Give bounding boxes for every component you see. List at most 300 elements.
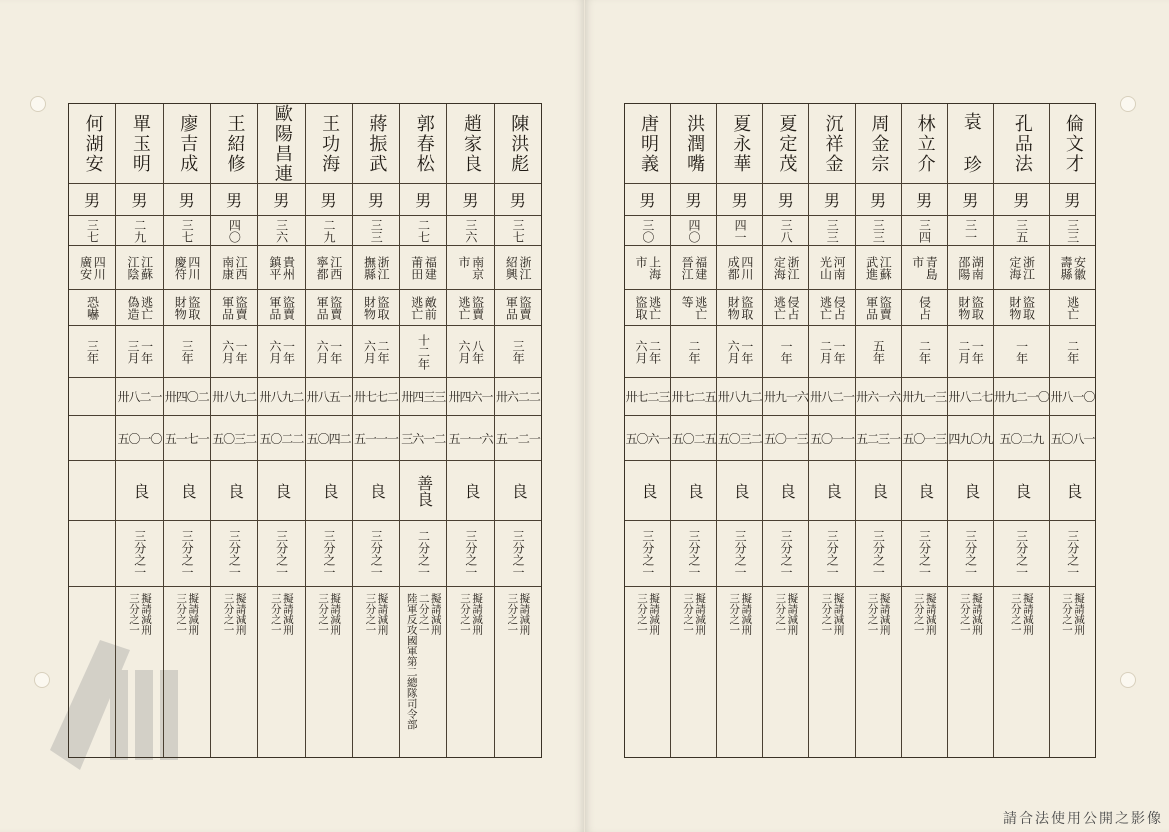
place-cell: [353, 246, 399, 290]
sentence-term-line: 二月: [956, 339, 971, 364]
remark-line: 擬請減刑: [878, 593, 891, 635]
sex-cell: [994, 184, 1049, 216]
table-row: [115, 104, 162, 757]
person-name: 林立介: [914, 113, 936, 174]
sex-value: 男: [320, 191, 337, 210]
sentence-term-line: 三月: [125, 339, 140, 364]
note-cell: [258, 587, 304, 757]
crime-type-line: 財物: [173, 295, 188, 320]
native-place-line: 江蘇: [139, 255, 154, 280]
remark-line: 擬請減刑: [234, 593, 247, 635]
remark-line: 三分之一: [774, 593, 787, 635]
remark-line: 擬請減刑: [187, 593, 200, 635]
age-cell: [994, 216, 1049, 246]
native-place: [410, 256, 436, 280]
date1-cell: [258, 378, 304, 416]
fraction-cell: [902, 521, 947, 587]
table-row: [69, 104, 115, 757]
crime-type-line: 盜取: [186, 295, 201, 320]
sentence-term-line: 一年: [328, 339, 343, 364]
crime-type: [773, 296, 799, 320]
sex-value: 男: [273, 191, 290, 210]
note-cell: [306, 587, 352, 757]
sex-cell: [164, 184, 210, 216]
age-value: 四〇: [227, 218, 242, 243]
crime-type-line: 軍品: [220, 295, 235, 320]
sentence-term: 三年: [511, 339, 526, 364]
native-place-line: 福建: [423, 255, 438, 280]
conduct-cell: [1050, 461, 1095, 521]
fraction-cell: [211, 521, 257, 587]
native-place-line: 河南: [832, 255, 847, 280]
sentence-term: [363, 340, 389, 364]
reduction-fraction: 三分之一: [321, 529, 336, 578]
native-place: [363, 256, 389, 280]
term-cell: [211, 326, 257, 378]
sex-value: 男: [462, 191, 479, 210]
person-name: 何湖安: [82, 113, 104, 174]
remark-line: 三分之一: [222, 593, 235, 635]
sex-value: 男: [84, 191, 101, 210]
reduction-fraction: 三分之一: [180, 529, 195, 578]
crime-type: [1008, 296, 1034, 320]
age-cell: [625, 216, 670, 246]
age-value: 三三: [825, 218, 840, 243]
sex-value: 男: [178, 191, 195, 210]
crime-cell: [258, 290, 304, 326]
native-place-line: 四川: [186, 255, 201, 280]
remark-line: 擬請減刑: [281, 593, 294, 635]
place-cell: [1050, 246, 1095, 290]
name-cell: [353, 104, 399, 184]
remark-line: 三分之一: [459, 593, 472, 635]
sex-cell: [116, 184, 162, 216]
native-place: [865, 256, 891, 280]
date-end: 三六一二: [401, 431, 446, 446]
crime-cell: [994, 290, 1049, 326]
term-cell: [717, 326, 762, 378]
crime-type-line: 侵占: [785, 295, 800, 320]
crime-type: [865, 296, 891, 320]
crime-type-line: 逃亡: [647, 295, 662, 320]
sex-value: 男: [1013, 191, 1030, 210]
punch-hole-icon: [30, 96, 46, 112]
sentence-term: 二年: [686, 339, 701, 364]
crime-cell: [948, 290, 993, 326]
date2-cell: [902, 416, 947, 461]
native-place: [221, 256, 247, 280]
conduct-value: 良: [731, 482, 751, 499]
age-cell: [211, 216, 257, 246]
person-name: 王功海: [319, 113, 341, 174]
person-name: 郭春松: [413, 113, 435, 174]
date1-cell: [625, 378, 670, 416]
crime-cell: [625, 290, 670, 326]
crime-type-line: 偽造: [125, 295, 140, 320]
date1-cell: [164, 378, 210, 416]
remark-line: 擬請減刑: [1021, 593, 1034, 635]
term-cell: [69, 326, 115, 378]
name-cell: [625, 104, 670, 184]
name-cell: [902, 104, 947, 184]
term-cell: [353, 326, 399, 378]
conduct-value: 良: [1012, 482, 1032, 499]
conduct-cell: [447, 461, 493, 521]
age-value: 三七: [511, 218, 526, 243]
remark: [728, 593, 751, 635]
crime-cell: [164, 290, 210, 326]
sentence-term: [221, 340, 247, 364]
conduct-cell: [211, 461, 257, 521]
date-end: 五一二一: [495, 431, 540, 446]
place-cell: [116, 246, 162, 290]
sex-value: 男: [823, 191, 840, 210]
native-place-line: 市: [634, 255, 649, 268]
place-cell: [809, 246, 854, 290]
name-cell: [258, 104, 304, 184]
fraction-cell: [164, 521, 210, 587]
table-row: [947, 104, 993, 757]
date-end: 五〇二五: [671, 431, 716, 446]
remark-line: 三分之一: [317, 593, 330, 635]
note-cell: [353, 587, 399, 757]
crime-type: [681, 296, 707, 320]
date-end: 五一一一: [353, 431, 398, 446]
sex-cell: [353, 184, 399, 216]
date2-cell: [306, 416, 352, 461]
term-cell: [763, 326, 808, 378]
sex-cell: [809, 184, 854, 216]
conduct-cell: [994, 461, 1049, 521]
remark: [774, 593, 797, 635]
date-end: 五〇八一: [1050, 431, 1095, 446]
remark-line: 擬請減刑: [924, 593, 937, 635]
term-cell: [625, 326, 670, 378]
crime-type-line: 盜賣: [234, 295, 249, 320]
place-cell: [948, 246, 993, 290]
sentence-term-line: 六月: [726, 339, 741, 364]
crime-type-line: 盜賣: [878, 295, 893, 320]
conduct-cell: [69, 461, 115, 521]
conduct-cell: [625, 461, 670, 521]
crime-type-line: 盜賣: [328, 295, 343, 320]
date1-cell: [353, 378, 399, 416]
native-place-line: 青島: [924, 255, 939, 280]
native-place-line: 江西: [328, 255, 343, 280]
note-cell: [116, 587, 162, 757]
age-cell: [948, 216, 993, 246]
date-end: 五〇二九: [999, 431, 1044, 446]
sentence-term: 一年: [1014, 339, 1029, 364]
date-end: 五〇六一: [625, 431, 670, 446]
remark-line: 擬請減刑: [970, 593, 983, 635]
note-cell: [717, 587, 762, 757]
date1-cell: [69, 378, 115, 416]
date2-cell: [164, 416, 210, 461]
age-cell: [258, 216, 304, 246]
remark-line: 三分之一: [912, 593, 925, 635]
date-end: 五二三一: [856, 431, 901, 446]
sex-value: 男: [731, 191, 748, 210]
person-name: 夏定茂: [776, 113, 798, 174]
sentence-term: 三年: [85, 339, 100, 364]
native-place-line: 邵陽: [956, 255, 971, 280]
date-start: 卅八一〇: [1050, 390, 1095, 404]
crime-type-line: 財物: [1007, 295, 1022, 320]
crime-type-line: 逃亡: [818, 295, 833, 320]
remark-line: 擬請減刑: [832, 593, 845, 635]
table-row: [901, 104, 947, 757]
native-place-line: 南京: [470, 255, 485, 280]
date2-cell: [1050, 416, 1095, 461]
native-place-line: 武進: [864, 255, 879, 280]
crime-type: [126, 296, 152, 320]
sex-cell: [69, 184, 115, 216]
crime-type-line: 逃亡: [1065, 295, 1080, 320]
crime-cell: [902, 290, 947, 326]
place-cell: [258, 246, 304, 290]
age-value: 三三: [871, 218, 886, 243]
fraction-cell: [495, 521, 541, 587]
table-row: [494, 104, 541, 757]
person-name: 洪潤嘴: [684, 113, 706, 174]
reduction-fraction: 三分之一: [825, 529, 840, 578]
remark-line: 擬請減刑: [740, 593, 753, 635]
sentence-term: 十二年: [416, 333, 431, 370]
conduct-value: 良: [915, 482, 935, 499]
native-place-line: 江陰: [125, 255, 140, 280]
crime-type: [957, 296, 983, 320]
fraction-cell: [353, 521, 399, 587]
reduction-fraction: 三分之一: [640, 529, 655, 578]
age-value: 三三: [369, 218, 384, 243]
age-value: 二七: [416, 218, 431, 243]
remark-line: 三分之一: [127, 593, 140, 635]
sex-cell: [671, 184, 716, 216]
age-cell: [809, 216, 854, 246]
remark-line: 擬請減刑: [518, 593, 531, 635]
date-end: 五〇四二: [306, 431, 351, 446]
term-cell: [400, 326, 446, 378]
sex-value: 男: [962, 191, 979, 210]
age-value: 三七: [180, 218, 195, 243]
sentence-term: [957, 340, 983, 364]
date2-cell: [856, 416, 901, 461]
place-cell: [447, 246, 493, 290]
date1-cell: [717, 378, 762, 416]
remark: [270, 593, 293, 635]
note-cell: [902, 587, 947, 757]
fraction-cell: [69, 521, 115, 587]
date2-cell: [994, 416, 1049, 461]
conduct-value: 良: [823, 482, 843, 499]
remark: [406, 593, 441, 730]
date2-cell: [400, 416, 446, 461]
reduction-fraction: 三分之一: [511, 529, 526, 578]
sentence-term-line: 六月: [267, 339, 282, 364]
crime-type-line: 等: [680, 295, 695, 308]
person-name: 歐陽昌連: [271, 104, 293, 184]
remark: [820, 593, 843, 635]
crime-cell: [856, 290, 901, 326]
punch-hole-icon: [1120, 672, 1136, 688]
remark: [636, 593, 659, 635]
crime-type-line: 侵占: [832, 295, 847, 320]
sentence-term-line: 六月: [220, 339, 235, 364]
age-cell: [902, 216, 947, 246]
left-page: [0, 0, 584, 832]
crime-type-line: 恐嚇: [85, 295, 100, 320]
note-cell: [948, 587, 993, 757]
date-start: 卅七七二: [353, 390, 398, 404]
age-value: 三八: [779, 218, 794, 243]
date-end: 五〇一〇: [117, 431, 162, 446]
sex-value: 男: [916, 191, 933, 210]
sentence-term-line: 一年: [139, 339, 154, 364]
term-cell: [164, 326, 210, 378]
remark-line: 三分之一: [636, 593, 649, 635]
conduct-cell: [258, 461, 304, 521]
fraction-cell: [1050, 521, 1095, 587]
reduction-fraction: 二分之一: [416, 529, 431, 578]
crime-cell: [447, 290, 493, 326]
conduct-value: 良: [638, 482, 658, 499]
date-end: 五〇三二: [212, 431, 257, 446]
native-place: [681, 256, 707, 280]
remark: [913, 593, 936, 635]
age-value: 三四: [917, 218, 932, 243]
crime-cell: [717, 290, 762, 326]
sex-value: 男: [639, 191, 656, 210]
fraction-cell: [809, 521, 854, 587]
remark-line: 二分之一: [417, 593, 430, 635]
sentence-term: [819, 340, 845, 364]
place-cell: [211, 246, 257, 290]
person-name: 沉祥金: [822, 113, 844, 174]
native-place-line: 福建: [693, 255, 708, 280]
sex-value: 男: [1064, 191, 1081, 210]
native-place: [819, 256, 845, 280]
date1-cell: [994, 378, 1049, 416]
sentence-term-line: 一年: [281, 339, 296, 364]
native-place-line: 廣安: [78, 255, 93, 280]
name-cell: [69, 104, 115, 184]
date1-cell: [447, 378, 493, 416]
crime-type: [363, 296, 389, 320]
sex-cell: [948, 184, 993, 216]
sentence-term: 二年: [917, 339, 932, 364]
age-cell: [69, 216, 115, 246]
crime-type-line: 敵前: [423, 295, 438, 320]
sentence-term-line: 六月: [457, 339, 472, 364]
name-cell: [994, 104, 1049, 184]
sentence-term: 一年: [779, 339, 794, 364]
remark: [175, 593, 198, 635]
reduction-fraction: 三分之一: [917, 529, 932, 578]
sentence-term: [316, 340, 342, 364]
sentence-term-line: 一年: [739, 339, 754, 364]
crime-type-line: 逃亡: [772, 295, 787, 320]
remark-line: 擬請減刑: [329, 593, 342, 635]
age-cell: [400, 216, 446, 246]
remark-line: 三分之一: [269, 593, 282, 635]
date-end: 五〇一三: [902, 431, 947, 446]
crime-type-line: 盜取: [1021, 295, 1036, 320]
crime-cell: [495, 290, 541, 326]
person-name: 夏永華: [730, 113, 752, 174]
remark-line: 擬請減刑: [694, 593, 707, 635]
sex-value: 男: [367, 191, 384, 210]
date1-cell: [856, 378, 901, 416]
native-place-line: 成都: [726, 255, 741, 280]
date-start: 卅四三三: [401, 390, 446, 404]
sentence-term: [727, 340, 753, 364]
person-name: 唐明義: [638, 113, 659, 174]
native-place-line: 晉江: [680, 255, 695, 280]
place-cell: [717, 246, 762, 290]
name-cell: [948, 104, 993, 184]
remark-line: 三分之一: [1060, 593, 1073, 635]
fraction-cell: [856, 521, 901, 587]
date1-cell: [902, 378, 947, 416]
conduct-cell: [809, 461, 854, 521]
table-row: [210, 104, 257, 757]
conduct-value: 良: [509, 482, 529, 499]
table-row: [399, 104, 446, 757]
conduct-value: 良: [225, 482, 245, 499]
sex-cell: [447, 184, 493, 216]
table-row: [305, 104, 352, 757]
sex-cell: [625, 184, 670, 216]
crime-type-line: 逃亡: [693, 295, 708, 320]
conduct-cell: [856, 461, 901, 521]
crime-cell: [306, 290, 352, 326]
crime-cell: [671, 290, 716, 326]
remark-line: 三分之一: [175, 593, 188, 635]
age-value: 三六: [274, 218, 289, 243]
date2-cell: [625, 416, 670, 461]
note-cell: [447, 587, 493, 757]
date2-cell: [809, 416, 854, 461]
fraction-cell: [306, 521, 352, 587]
reduction-fraction: 三分之一: [871, 529, 886, 578]
date-start: 卅八二七: [948, 390, 993, 404]
record-table-right: [624, 103, 1096, 758]
sentence-term: [126, 340, 152, 364]
remark-line: 擬請減刑: [139, 593, 152, 635]
age-value: 三三: [1065, 218, 1080, 243]
crime-type: [634, 296, 660, 320]
name-cell: [306, 104, 352, 184]
fraction-cell: [717, 521, 762, 587]
crime-type-line: 盜取: [970, 295, 985, 320]
date2-cell: [353, 416, 399, 461]
note-cell: [211, 587, 257, 757]
person-name: 孔品法: [1011, 113, 1033, 174]
reduction-fraction: 三分之一: [963, 529, 978, 578]
place-cell: [164, 246, 210, 290]
crime-type-line: 軍品: [315, 295, 330, 320]
native-place-line: 浙江: [1021, 255, 1036, 280]
name-cell: [447, 104, 493, 184]
sentence-term-line: 八年: [470, 339, 485, 364]
table-row: [855, 104, 901, 757]
native-place-line: 江西: [234, 255, 249, 280]
reduction-fraction: 三分之一: [686, 529, 701, 578]
native-place-line: 寧都: [315, 255, 330, 280]
term-cell: [1050, 326, 1095, 378]
conduct-value: 善良: [414, 474, 434, 507]
